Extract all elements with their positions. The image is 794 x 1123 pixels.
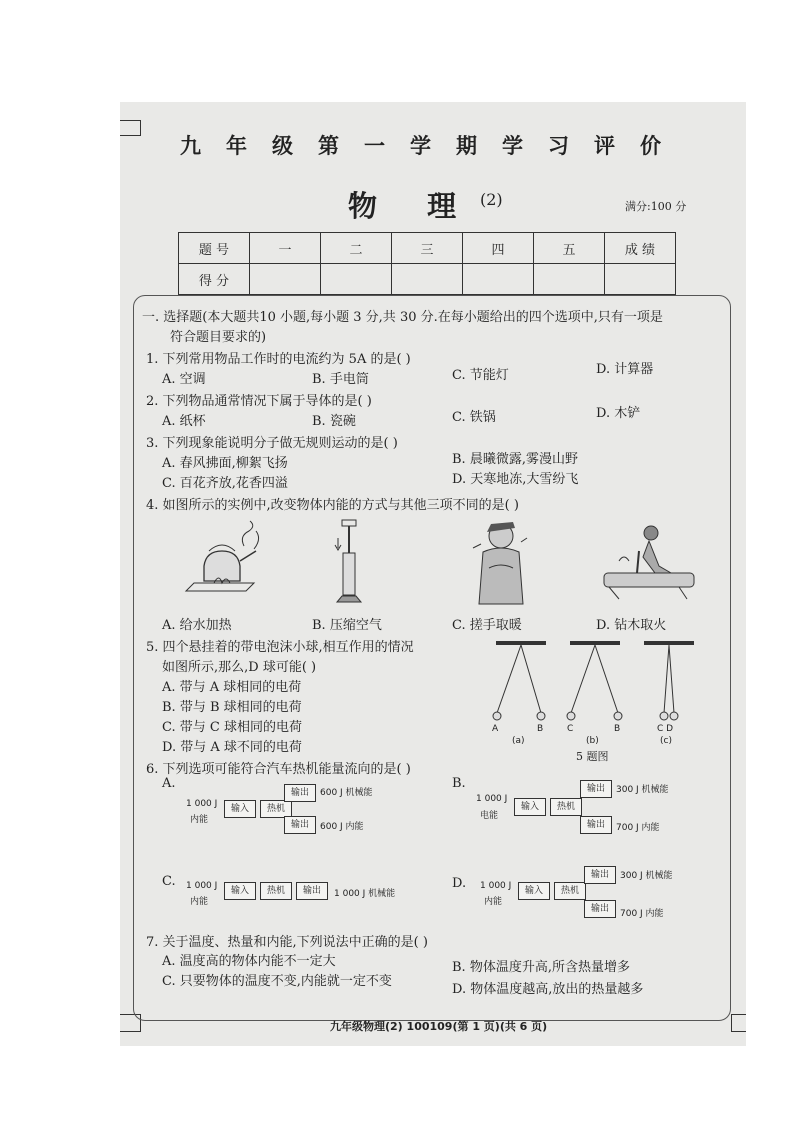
subject-title: 物 理 bbox=[348, 189, 477, 223]
flow-d-output-1: 300 J 机械能 bbox=[620, 871, 673, 881]
q3-option-a: A. 春风拂面,柳絮飞扬 bbox=[162, 456, 288, 471]
flow-d-output-box-1: 输出 bbox=[584, 866, 616, 884]
q7-option-d: D. 物体温度越高,放出的热量越多 bbox=[452, 982, 644, 997]
score-table-row bbox=[179, 264, 676, 295]
ball-label-a: A bbox=[492, 724, 499, 734]
drill-wood-fire-image bbox=[599, 521, 699, 603]
flow-d-engine-box: 热机 bbox=[554, 882, 586, 900]
score-cell bbox=[321, 264, 392, 295]
flow-d-input-energy: 1 000 J bbox=[480, 881, 512, 891]
question-1-stem: 1. 下列常用物品工作时的电流约为 5A 的是( ) bbox=[146, 352, 411, 367]
question-5-stem: 5. 四个悬挂着的带电泡沫小球,相互作用的情况 bbox=[146, 640, 414, 655]
flow-b-output-1: 300 J 机械能 bbox=[616, 785, 669, 795]
q4-option-a: A. 给水加热 bbox=[162, 618, 232, 633]
q7-option-a: A. 温度高的物体内能不一定大 bbox=[162, 954, 336, 969]
flow-a-output-box-2: 输出 bbox=[284, 816, 316, 834]
fig-caption: 5 题图 bbox=[576, 750, 609, 763]
flow-d-output-2: 700 J 内能 bbox=[620, 909, 664, 919]
score-cell: 四 bbox=[463, 233, 534, 264]
q4-option-c: C. 搓手取暖 bbox=[452, 618, 522, 633]
flow-b-output-box-1: 输出 bbox=[580, 780, 612, 798]
flow-a-engine-box: 热机 bbox=[260, 800, 292, 818]
score-cell: 二 bbox=[321, 233, 392, 264]
pendulum-figure bbox=[484, 641, 714, 731]
q2-option-a: A. 纸杯 bbox=[162, 414, 206, 429]
q3-option-b: B. 晨曦微露,雾漫山野 bbox=[452, 452, 578, 467]
score-cell: 成 绩 bbox=[605, 233, 676, 264]
q3-option-c: C. 百花齐放,花香四溢 bbox=[162, 476, 288, 491]
flow-a-output-box-1: 输出 bbox=[284, 784, 316, 802]
choice-section bbox=[133, 295, 731, 1021]
q6-option-b-label: B. bbox=[452, 776, 466, 791]
flow-a-output-1: 600 J 机械能 bbox=[320, 788, 373, 798]
q2-option-c: C. 铁锅 bbox=[452, 410, 496, 425]
q5-option-c: C. 带与 C 球相同的电荷 bbox=[162, 720, 302, 735]
score-cell bbox=[463, 264, 534, 295]
flow-c-input-box: 输入 bbox=[224, 882, 256, 900]
ball-label-c: C bbox=[567, 724, 574, 734]
fig-label-b: (b) bbox=[586, 736, 599, 746]
question-6-stem: 6. 下列选项可能符合汽车热机能量流向的是( ) bbox=[146, 762, 411, 777]
q2-option-d: D. 木铲 bbox=[596, 406, 641, 421]
ball-label-b: B bbox=[537, 724, 544, 734]
question-3-stem: 3. 下列现象能说明分子做无规则运动的是( ) bbox=[146, 436, 398, 451]
q6-option-d-label: D. bbox=[452, 876, 467, 891]
ball-label-b2: B bbox=[614, 724, 621, 734]
flow-a-input-box: 输入 bbox=[224, 800, 256, 818]
q1-option-c: C. 节能灯 bbox=[452, 368, 509, 383]
page-footer: 九年级物理(2) 100109(第 1 页)(共 6 页) bbox=[330, 1020, 548, 1033]
score-cell: 题 号 bbox=[179, 233, 250, 264]
flow-b-input-energy: 1 000 J bbox=[476, 794, 508, 804]
corner-mark-top-left bbox=[120, 120, 141, 136]
score-cell bbox=[392, 264, 463, 295]
flow-d-input-type: 内能 bbox=[484, 897, 503, 907]
score-table bbox=[178, 232, 676, 295]
exam-sheet bbox=[120, 102, 746, 1046]
q5-option-a: A. 带与 A 球相同的电荷 bbox=[162, 680, 302, 695]
flow-d-output-box-2: 输出 bbox=[584, 900, 616, 918]
question-7-stem: 7. 关于温度、热量和内能,下列说法中正确的是( ) bbox=[146, 935, 428, 950]
q6-option-c-label: C. bbox=[162, 874, 176, 889]
score-cell: 五 bbox=[534, 233, 605, 264]
q3-option-d: D. 天寒地冻,大雪纷飞 bbox=[452, 472, 579, 487]
score-cell: 三 bbox=[392, 233, 463, 264]
flow-c-output: 1 000 J 机械能 bbox=[334, 889, 396, 899]
question-5-stem-2: 如图所示,那么,D 球可能( ) bbox=[162, 660, 317, 675]
q1-option-a: A. 空调 bbox=[162, 372, 206, 387]
score-table-row bbox=[179, 233, 676, 264]
q7-option-c: C. 只要物体的温度不变,内能就一定不变 bbox=[162, 974, 392, 989]
score-cell bbox=[250, 264, 321, 295]
subject-number: (2) bbox=[480, 190, 503, 209]
section-heading: 一. 选择题(本大题共10 小题,每小题 3 分,共 30 分.在每小题给出的四个选项中,只有一项是 bbox=[142, 310, 663, 325]
fig-label-c: (c) bbox=[660, 736, 672, 746]
fig-label-a: (a) bbox=[512, 736, 525, 746]
ball-label-cd: C D bbox=[657, 724, 674, 734]
flow-c-output-box: 输出 bbox=[296, 882, 328, 900]
q5-option-d: D. 带与 A 球不同的电荷 bbox=[162, 740, 302, 755]
flow-b-output-box-2: 输出 bbox=[580, 816, 612, 834]
question-4-stem: 4. 如图所示的实例中,改变物体内能的方式与其他三项不同的是( ) bbox=[146, 498, 519, 513]
q1-option-d: D. 计算器 bbox=[596, 362, 654, 377]
flow-a-input-energy: 1 000 J bbox=[186, 799, 218, 809]
exam-title: 九年级第一学期学习评价 bbox=[180, 133, 686, 158]
q7-option-b: B. 物体温度升高,所含热量增多 bbox=[452, 960, 630, 975]
flow-d-input-box: 输入 bbox=[518, 882, 550, 900]
flow-c-engine-box: 热机 bbox=[260, 882, 292, 900]
full-score: 满分:100 分 bbox=[625, 200, 687, 213]
corner-mark-bottom-right bbox=[731, 1014, 746, 1032]
q2-option-b: B. 瓷碗 bbox=[312, 414, 356, 429]
q4-option-b: B. 压缩空气 bbox=[312, 618, 382, 633]
flow-b-input-type: 电能 bbox=[480, 811, 499, 821]
rubbing-hands-image bbox=[469, 518, 529, 606]
score-cell bbox=[605, 264, 676, 295]
score-cell: 一 bbox=[250, 233, 321, 264]
score-cell: 得 分 bbox=[179, 264, 250, 295]
q4-option-d: D. 钻木取火 bbox=[596, 618, 667, 633]
section-heading-2: 符合题目要求的) bbox=[170, 330, 267, 345]
q6-option-a-label: A. bbox=[162, 776, 176, 791]
flow-c-input-type: 内能 bbox=[190, 897, 209, 907]
question-2-stem: 2. 下列物品通常情况下属于导体的是( ) bbox=[146, 394, 372, 409]
flow-b-output-2: 700 J 内能 bbox=[616, 823, 660, 833]
score-cell bbox=[534, 264, 605, 295]
air-compression-image bbox=[334, 518, 364, 608]
q1-option-b: B. 手电筒 bbox=[312, 372, 369, 387]
flow-a-input-type: 内能 bbox=[190, 815, 209, 825]
kettle-heating-image bbox=[184, 521, 274, 606]
flow-b-input-box: 输入 bbox=[514, 798, 546, 816]
flow-c-input-energy: 1 000 J bbox=[186, 881, 218, 891]
flow-a-output-2: 600 J 内能 bbox=[320, 822, 364, 832]
q5-option-b: B. 带与 B 球相同的电荷 bbox=[162, 700, 302, 715]
flow-b-engine-box: 热机 bbox=[550, 798, 582, 816]
